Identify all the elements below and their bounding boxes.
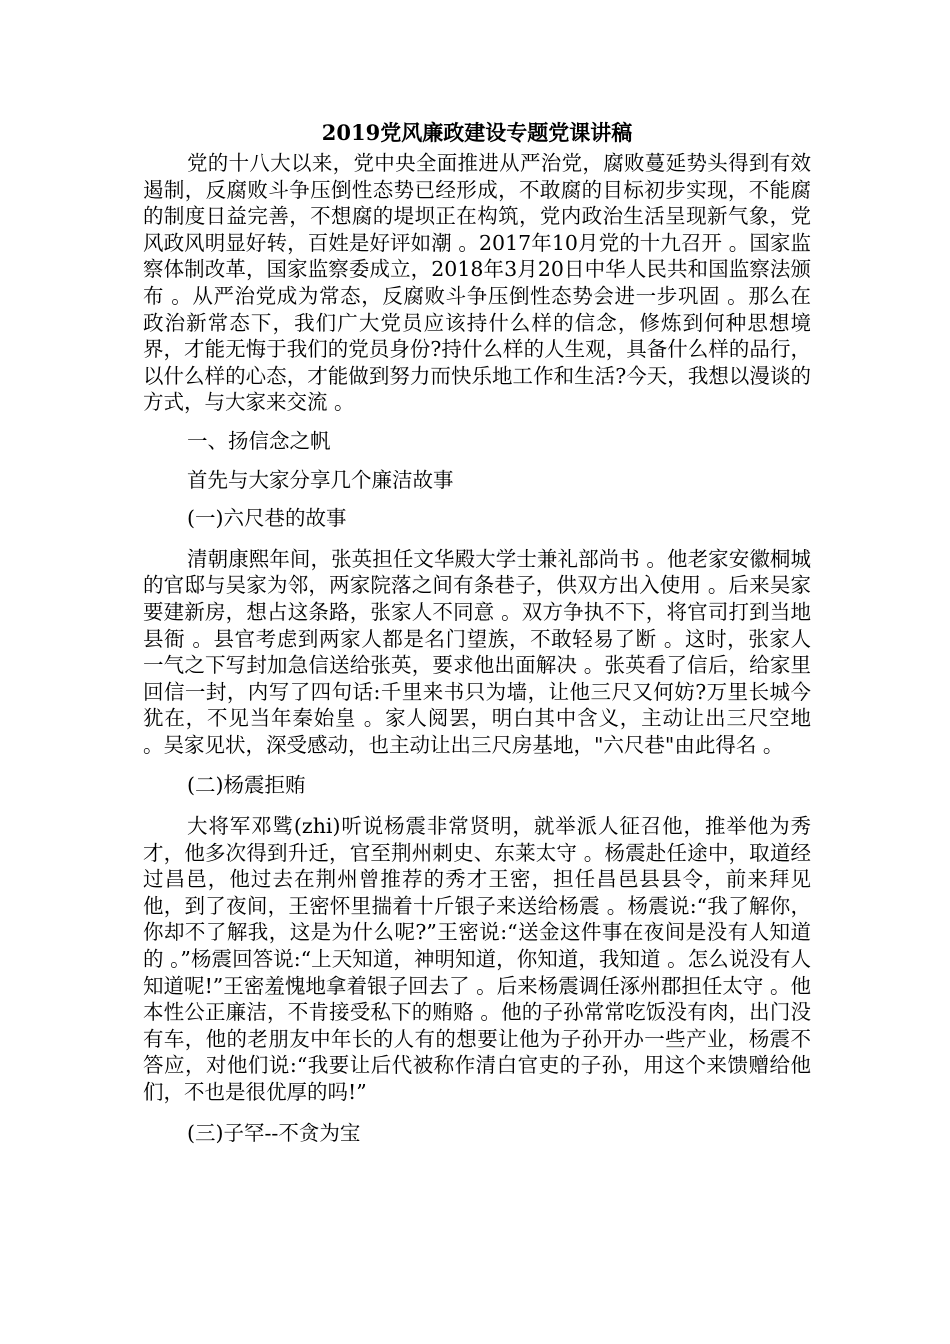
intro-paragraph: 党的十八大以来，党中央全面推进从严治党，腐败蔓延势头得到有效遏制，反腐败斗争压倒性态势已经形成，不敢腐的目标初步实现，不能腐的制度日益完善，不想腐的堤坝正在构筑，党内政治生活呈现新气象，党风政风明显好转，百姓是好评如潮 。2017年10月党的十九召开 。国家监察体制改革，国家监察委成立，2018年3月20日中华人民共和国监察法颁布 。从严治党成为常态，反腐败斗争压倒性态势会进一步巩固 。那么在政治新常态下，我们广大党员应该持什么样的信念，修炼到何种思想境界，才能无悔于我们的党员身份?持什么样的人生观，具备什么样的品行，以什么样的心态，才能做到努力而快乐地工作和生活?今天，我想以漫谈的方式，与大家来交流 。	[143, 151, 811, 415]
spacer	[143, 1106, 811, 1120]
story-heading-2: (二)杨震拒贿	[187, 773, 306, 798]
document-title: 2019党风廉政建设专题党课讲稿	[321, 120, 633, 145]
story-text-1: 清朝康熙年间，张英担任文华殿大学士兼礼部尚书 。他老家安徽桐城的官邸与吴家为邻，两家院落之间有条巷子，供双方出入使用 。后来吴家要建新房，想占这条路，张家人不同意 。双方争执不下，将官司打到当地县衙 。县官考虑到两家人都是名门望族，不敢轻易了断 。这时，张家人一气之下写封加急信送给张英，要求他出面解决 。张英看了信后，给家里回信一封，内写了四句话:千里来书只为墙，让他三尺又何妨?万里长城今犹在，不见当年秦始皇 。家人阅罢，明白其中含义，主动让出三尺空地 。吴家见状，深受感动，也主动让出三尺房基地，"六尺巷"由此得名 。	[143, 546, 811, 757]
story-heading-1: (一)六尺巷的故事	[187, 506, 347, 531]
spacer	[143, 758, 811, 772]
spacer	[143, 416, 811, 428]
spacer	[143, 532, 811, 546]
spacer	[143, 493, 811, 505]
document-body	[143, 118, 811, 1146]
section-heading: 一、扬信念之帆	[187, 428, 331, 453]
section-lead: 首先与大家分享几个廉洁故事	[187, 467, 454, 492]
spacer	[143, 799, 811, 813]
story-heading-3: (三)子罕--不贪为宝	[187, 1120, 361, 1145]
spacer	[143, 455, 811, 467]
story-text-2: 大将军邓骘(zhi)听说杨震非常贤明，就举派人征召他，推举他为秀才，他多次得到升迁，官至荆州刺史、东莱太守 。杨震赴任途中，取道经过昌邑，他过去在荆州曾推荐的秀才王密，担任昌邑县县令，前来拜见他，到了夜间，王密怀里揣着十斤银子来送给杨震 。杨震说:“我了解你，你却不了解我，这是为什么呢?”王密说:“送金这件事在夜间是没有人知道的 。”杨震回答说:“上天知道，神明知道，你知道，我知道 。怎么说没有人知道呢!”王密羞愧地拿着银子回去了 。后来杨震调任涿州郡担任太守 。他本性公正廉洁，不肯接受私下的贿赂 。他的子孙常常吃饭没有肉，出门没有车，他的老朋友中年长的人有的想要让他为子孙开办一些产业，杨震不答应，对他们说:“我要让后代被称作清白官吏的子孙，用这个来馈赠给他们，不也是很优厚的吗!”	[143, 814, 811, 1104]
